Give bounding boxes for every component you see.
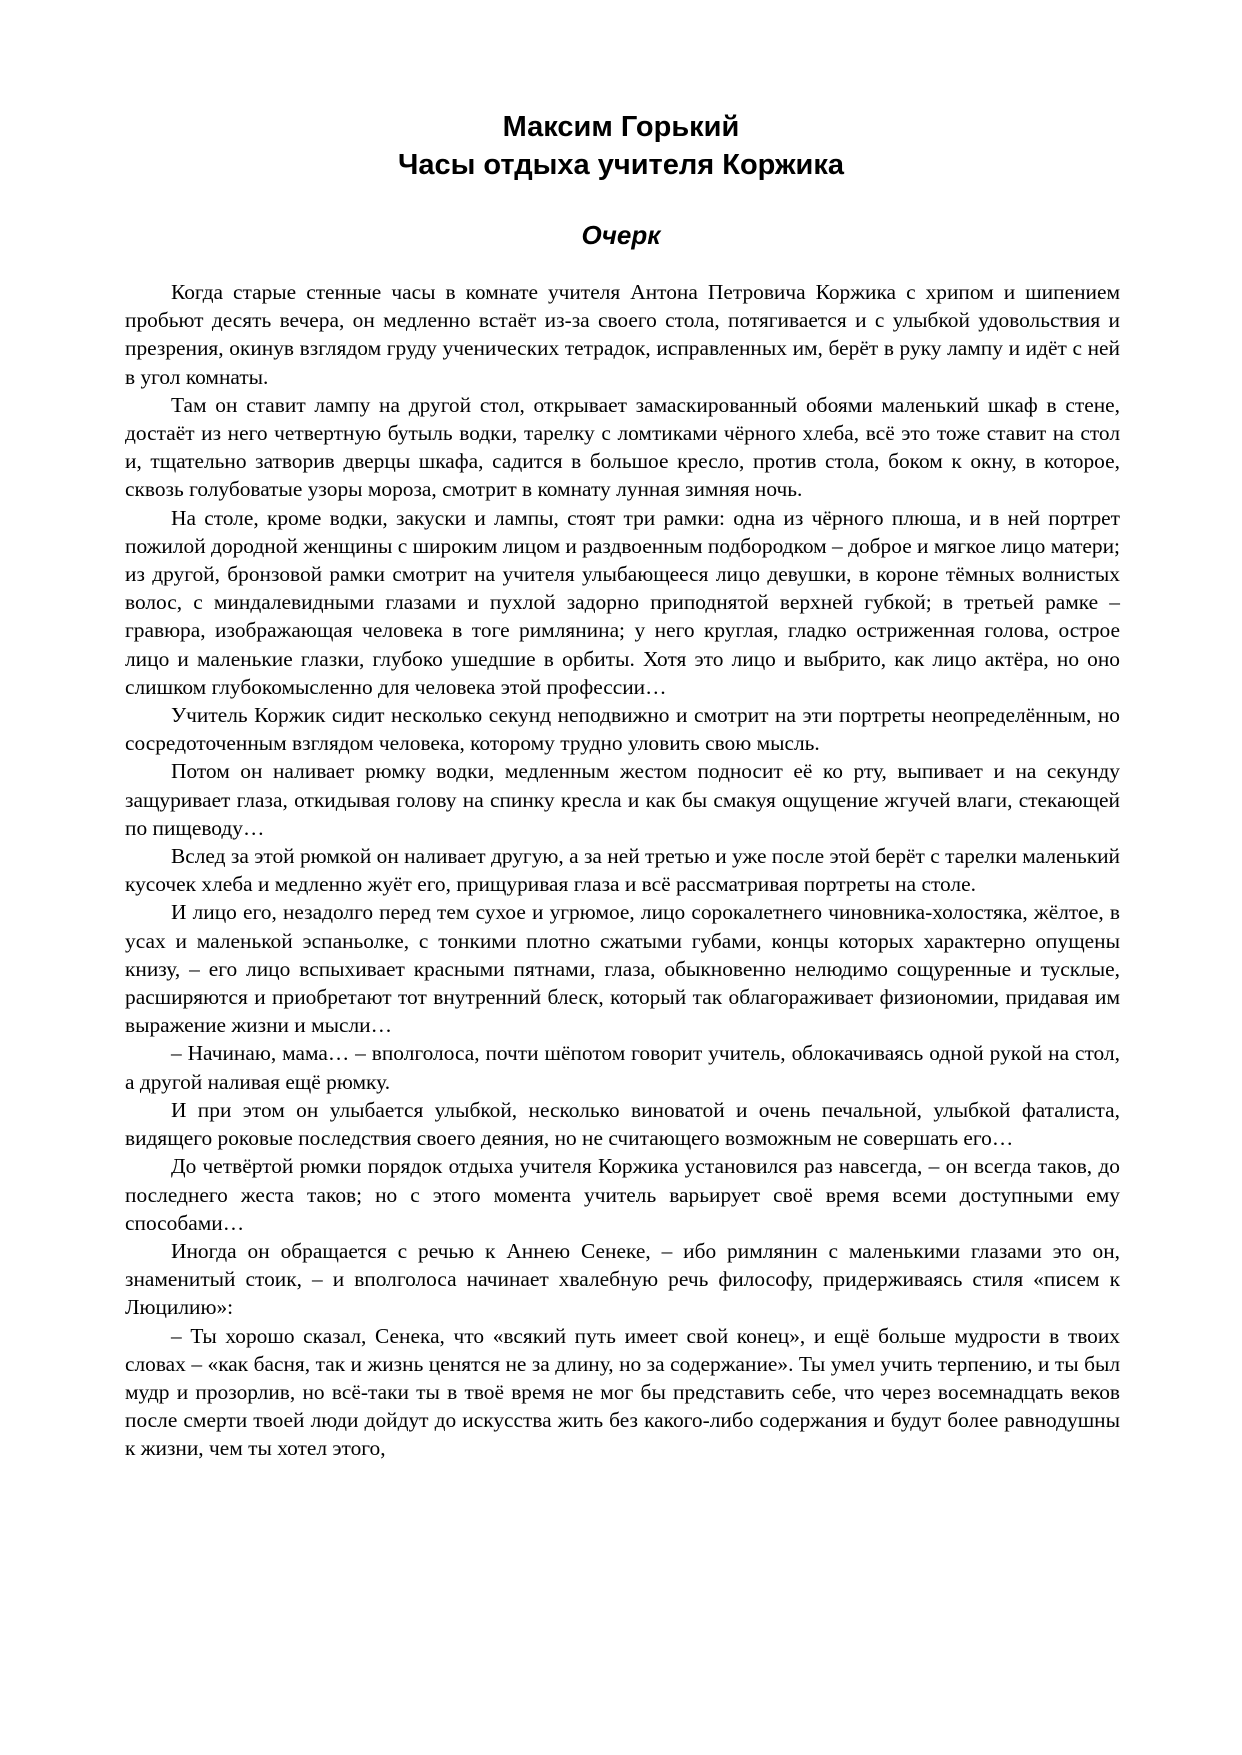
paragraph: – Ты хорошо сказал, Сенека, что «всякий путь имеет свой конец», и ещё больше мудрости в твоих словах – «как басня, так и жизнь ценятся не за длину, но за содержание». Ты умел учить терпению, и ты был мудр и прозорлив, но всё-таки ты в твоё время не мог бы представить себе, что через восемнадцать веков после смерти твоей люди дойдут до искусства жить без какого-либо содержания и будут более равнодушны к жизни, чем ты хотел этого, [125, 1323, 1120, 1461]
paragraph: Вслед за этой рюмкой он наливает другую, а за ней третью и уже после этой берёт с тарелки маленький кусочек хлеба и медленно жуёт его, прищуривая глаза и всё рассматривая портреты на столе. [125, 844, 1120, 897]
paragraph: Когда старые стенные часы в комнате учителя Антона Петровича Коржика с хрипом и шипением пробьют десять вечера, он медленно встаёт из-за своего стола, потягивается и с улыбкой удовольствия и презрения, окинув взглядом груду ученических тетрадок, исправленных им, берёт в руку лампу и идёт с ней в угол комнаты. [125, 280, 1120, 389]
paragraph: И при этом он улыбается улыбкой, несколько виноватой и очень печальной, улыбкой фаталиста, видящего роковые последствия своего деяния, но не считающего возможным не совершать его… [125, 1097, 1120, 1151]
paragraph: На столе, кроме водки, закуски и лампы, стоят три рамки: одна из чёрного плюша, и в ней портрет пожилой дородной женщины с широким лицом и раздвоенным подбородком – доброе и мягкое лицо матери; из другой, бронзовой рамки смотрит на учителя улыбающееся лицо девушки, в короне тёмных волнистых волос, с миндалевидными глазами и пухлой задорно приподнятой верхней губкой; в третьей рамке – гравюра, изображающая человека в тоге римлянина; у него круглая, гладко остриженная голова, острое лицо и маленькие глазки, глубоко ушедшие в орбиты. Хотя это лицо и выбрито, как лицо актёра, но оно слишком глубокомысленно для человека этой профессии… [125, 505, 1120, 699]
body-text [125, 278, 1120, 1463]
paragraph: До четвёртой рюмки порядок отдыха учителя Коржика установился раз навсегда, – он всегда таков, до последнего жеста таков; но с этого момента учитель варьирует своё время всеми доступными ему способами… [125, 1154, 1120, 1235]
genre-subtitle: Очерк [581, 220, 661, 250]
paragraph: И лицо его, незадолго перед тем сухое и угрюмое, лицо сорокалетнего чиновника-холостяка, жёлтое, в усах и маленькой эспаньолке, с тонкими плотно сжатыми губами, концы которых характерно опущены книзу, – его лицо вспыхивает красными пятнами, глаза, обыкновенно нелюдимо сощуренные и тусклые, расширяются и приобретают тот внутренний блеск, который так облагораживает физиономии, придавая им выражение жизни и мысли… [125, 900, 1120, 1038]
paragraph: Там он ставит лампу на другой стол, открывает замаскированный обоями маленький шкаф в стене, достаёт из него четвертную бутыль водки, тарелку с ломтиками чёрного хлеба, всё это тоже ставит на стол и, тщательно затворив дверцы шкафа, садится в большое кресло, против стола, боком к окну, в которое, сквозь голубоватые узоры мороза, смотрит в комнату лунная зимняя ночь. [125, 392, 1120, 502]
paragraph: – Начинаю, мама… – вполголоса, почти шёпотом говорит учитель, облокачиваясь одной рукой на стол, а другой наливая ещё рюмку. [125, 1041, 1120, 1094]
paragraph: Иногда он обращается с речью к Аннею Сенеке, – ибо римлянин с маленькими глазами это он, знаменитый стоик, – и вполголоса начинает хвалебную речь философу, придерживаясь стиля «писем к Люцилию»: [125, 1238, 1120, 1320]
paragraph: Учитель Коржик сидит несколько секунд неподвижно и смотрит на эти портреты неопределённым, но сосредоточенным взглядом человека, которому трудно уловить свою мысль. [125, 703, 1120, 756]
author-name: Максим Горький [502, 111, 740, 143]
work-title: Часы отдыха учителя Коржика [397, 149, 845, 181]
title-block [0, 108, 1242, 184]
paragraph: Потом он наливает рюмку водки, медленным жестом подносит её ко рту, выпивает и на секунду защуривает глаза, откидывая голову на спинку кресла и как бы смакуя ощущение жгучей влаги, стекающей по пищеводу… [125, 759, 1120, 840]
